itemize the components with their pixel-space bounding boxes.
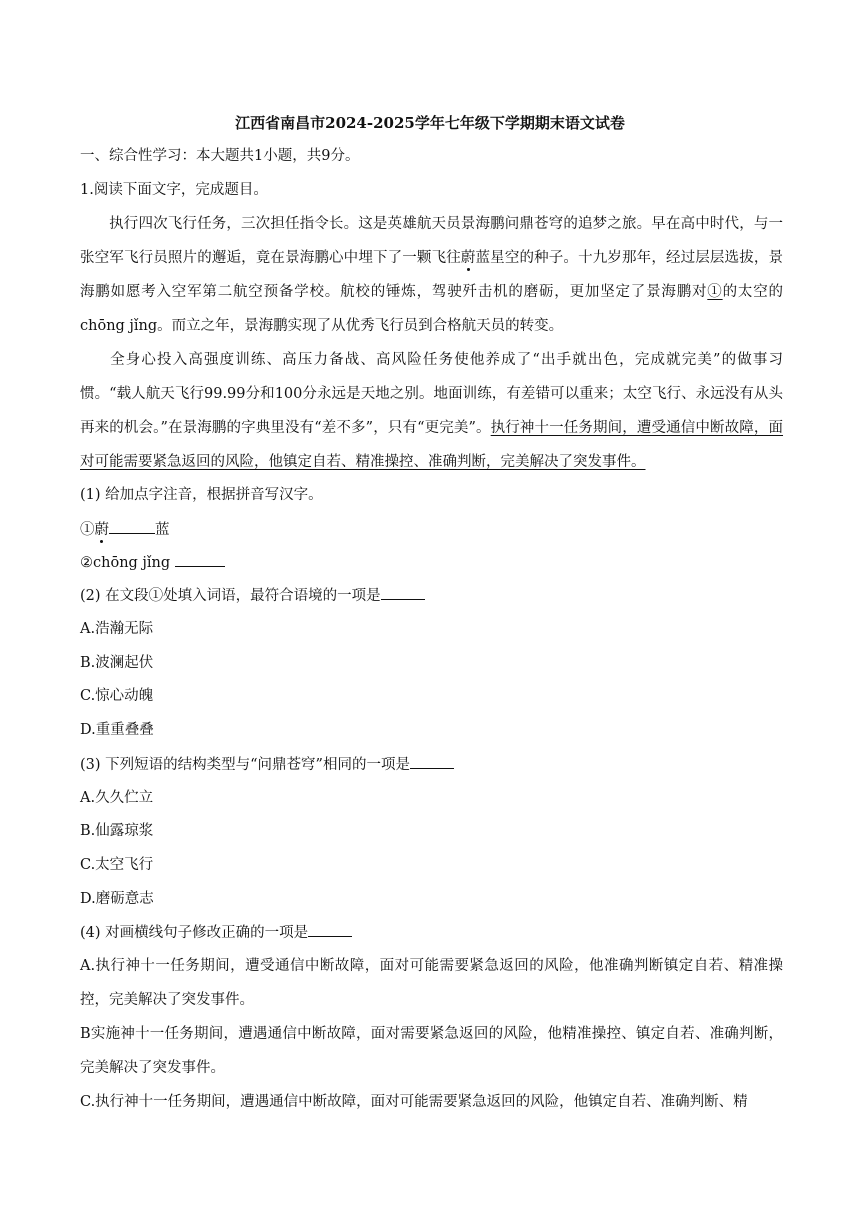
option-a: A.执行神十一任务期间，遭受通信中断故障，面对可能需要紧急返回的风险，他准确判断镇定自若、精准操控，完美解决了突发事件。 (80, 958, 783, 1008)
option-c: C.惊心动魄 (80, 688, 154, 704)
option-d: D.磨砺意志 (80, 891, 154, 907)
answer-blank[interactable] (308, 922, 352, 937)
emphasis-dot-char: 蔚 (94, 522, 109, 538)
emphasis-dot-char: 蔚 (460, 250, 476, 266)
sub-question-3: (3) 下列短语的结构类型与“问鼎苍穹”相同的一项是 (80, 754, 454, 775)
option-c: C.执行神十一任务期间，遭遇通信中断故障，面对可能需要紧急返回的风险，他镇定自若、准确判断、精 (80, 1094, 748, 1110)
sub-question-1: (1) 给加点字注音，根据拼音写汉字。 (80, 487, 323, 503)
answer-blank[interactable] (410, 754, 454, 769)
sub-question-1-item-1: ①蔚 蓝 (80, 519, 170, 540)
underlined-sentence: 执行神十一任务期间，遭受通信中断故障，面对可能需要紧急返回的风险，他镇定自若、精准操控、准确判断，完美解决了突发事件。 (80, 420, 784, 470)
passage-paragraph-2: 全身心投入高强度训练、高压力备战、高风险任务使他养成了“出手就出色，完成就完美”的做事习惯。“载人航天飞行99.99分和100分永远是天地之别。地面训练，有差错可以重来；太空飞行、永远没有从头再来的机会。”在景海鹏的字典里没有“差不多”，只有“更完美”。执行神十一任务期间，遭受通信中断故障，面对可能需要紧急返回的风险，他镇定自若、精准操控、准确判断，完美解决了突发事件。 (80, 352, 784, 470)
question-1-intro: 1.阅读下面文字，完成题目。 (80, 182, 268, 198)
blank-marker-1: ① (707, 284, 723, 300)
sub-question-1-item-2: ②chōng jǐng (80, 552, 225, 573)
option-b: B.波澜起伏 (80, 655, 154, 671)
option-a: A.浩瀚无际 (80, 621, 154, 637)
option-d: D.重重叠叠 (80, 722, 154, 738)
answer-blank[interactable] (381, 585, 425, 600)
option-b: B实施神十一任务期间，遭遇通信中断故障，面对需要紧急返回的风险，他精准操控、镇定自若、准确判断，完美解决了突发事件。 (80, 1026, 783, 1076)
page-title: 江西省南昌市2024-2025学年七年级下学期期末语文试卷 (235, 114, 625, 132)
sub-question-4: (4) 对画横线句子修改正确的一项是 (80, 922, 352, 943)
option-c: C.太空飞行 (80, 857, 154, 873)
option-a: A.久久伫立 (80, 790, 154, 806)
section-heading: 一、综合性学习：本大题共1小题，共9分。 (80, 148, 360, 164)
answer-blank[interactable] (175, 552, 225, 567)
sub-question-2: (2) 在文段①处填入词语，最符合语境的一项是 (80, 585, 425, 606)
option-b: B.仙露琼浆 (80, 823, 154, 839)
answer-blank[interactable] (109, 519, 155, 534)
passage-paragraph-1: 执行四次飞行任务，三次担任指令长。这是英雄航天员景海鹏问鼎苍穹的追梦之旅。早在高中时代，与一张空军飞行员照片的邂逅，竟在景海鹏心中埋下了一颗飞往蔚蓝星空的种子。十九岁那年，经过层层选拔，景海鹏如愿考入空军第二航空预备学校。航校的锤炼，驾驶歼击机的磨砺，更加坚定了景海鹏对①的太空的chōng jǐng。而立之年，景海鹏实现了从优秀飞行员到合格航天员的转变。 (80, 216, 784, 334)
